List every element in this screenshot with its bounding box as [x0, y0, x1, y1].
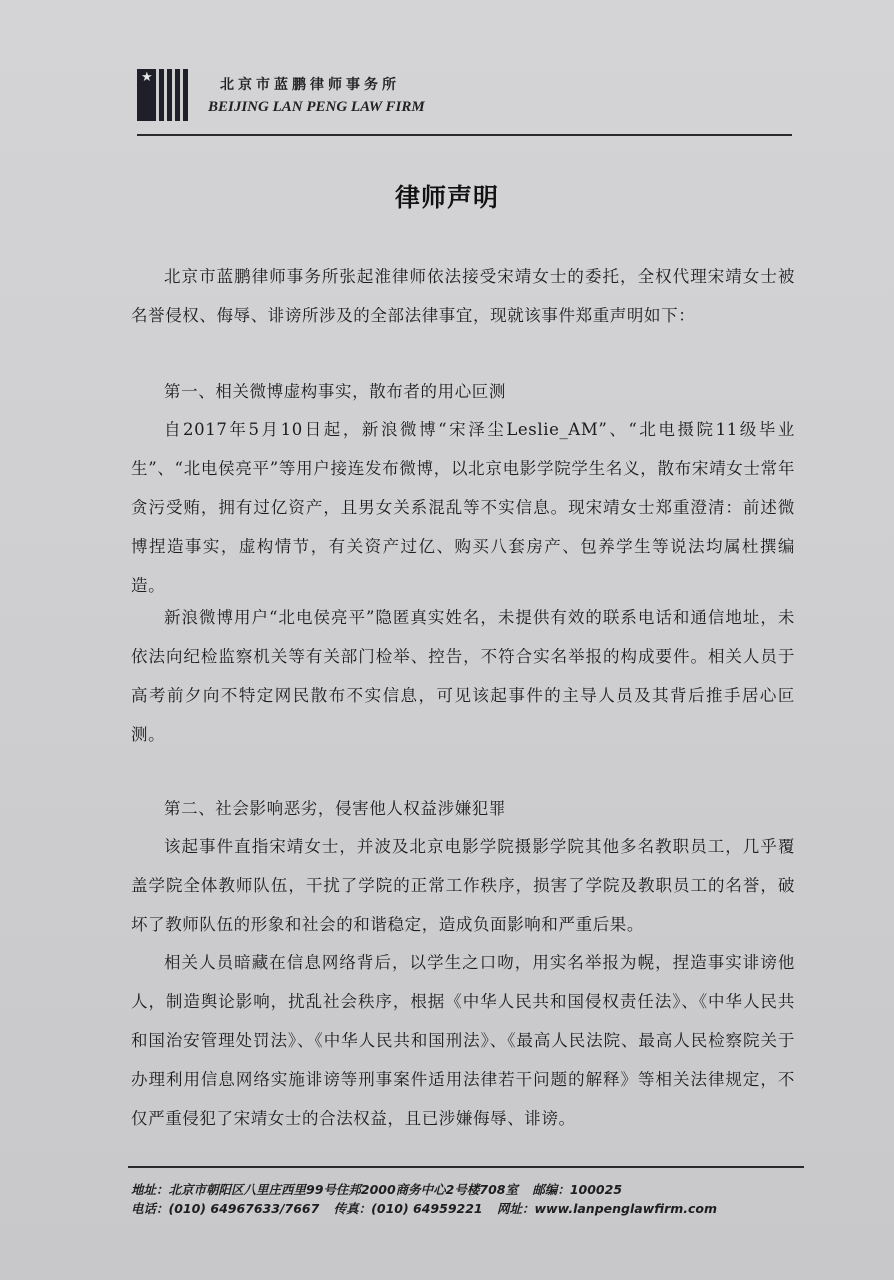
logo-stripe: [180, 69, 183, 121]
footer-postcode: 邮编：100025: [532, 1182, 623, 1197]
firm-name-chinese: 北京市蓝鹏律师事务所: [220, 77, 400, 93]
section1-paragraph: 自2017年5月10日起，新浪微博“宋泽尘Leslie_AM”、“北电摄院11级毕业生”、“北电侯亮平”等用户接连发布微博，以北京电影学院学生名义，散布宋靖女士常年贪污受贿，拥有过亿资产，且男女关系混乱等不实信息。现宋靖女士郑重澄清：前述微博捏造事实，虚构情节，有关资产过亿、购买八套房产、包养学生等说法均属杜撰编造。: [131, 420, 795, 595]
section1-paragraph: 新浪微博用户“北电侯亮平”隐匿真实姓名，未提供有效的联系电话和通信地址，未依法向纪检监察机关等有关部门检举、控告，不符合实名举报的构成要件。相关人员于高考前夕向不特定网民散布不实信息，可见该起事件的主导人员及其背后推手居心叵测。: [131, 608, 795, 744]
footer-divider: [128, 1166, 804, 1168]
logo-stripe: [164, 69, 167, 121]
footer-contact-line: [131, 1199, 717, 1217]
star-icon: ★: [141, 70, 153, 85]
logo-stripe: [156, 69, 159, 121]
document-title: 律师声明: [394, 183, 499, 212]
footer-website[interactable]: 网址：www.lanpenglawfirm.com: [496, 1201, 718, 1216]
section2-paragraph: 该起事件直指宋靖女士，并波及北京电影学院摄影学院其他多名教职员工，几乎覆盖学院全体教师队伍，干扰了学院的正常工作秩序，损害了学院及教职员工的名誉，破坏了教师队伍的形象和社会的和谐稳定，造成负面影响和严重后果。: [131, 837, 795, 934]
footer-address: 地址：北京市朝阳区八里庄西里99号住邦2000商务中心2号楼708室: [131, 1182, 518, 1197]
footer-phone: 电话：(010) 64967633/7667: [131, 1201, 320, 1216]
logo-stripe: [172, 69, 175, 121]
section2-heading: 第二、社会影响恶劣，侵害他人权益涉嫌犯罪: [164, 799, 506, 818]
intro-paragraph: 北京市蓝鹏律师事务所张起淮律师依法接受宋靖女士的委托，全权代理宋靖女士被名誉侵权、侮辱、诽谤所涉及的全部法律事宜，现就该事件郑重声明如下：: [131, 267, 795, 325]
header-divider: [137, 134, 792, 136]
section2-paragraph: 相关人员暗藏在信息网络背后，以学生之口吻，用实名举报为幌，捏造事实诽谤他人，制造舆论影响，扰乱社会秩序，根据《中华人民共和国侵权责任法》、《中华人民共和国治安管理处罚法》、《中华人民共和国刑法》、《最高人民法院、最高人民检察院关于办理利用信息网络实施诽谤等刑事案件适用法律若干问题的解释》等相关法律规定，不仅严重侵犯了宋靖女士的合法权益，且已涉嫌侮辱、诽谤。: [131, 953, 795, 1128]
firm-name-english: BEIJING LAN PENG LAW FIRM: [208, 99, 425, 115]
footer-fax: 传真：(010) 64959221: [333, 1201, 483, 1216]
footer-address-line: [131, 1180, 622, 1198]
firm-logo-icon: [137, 69, 188, 121]
section1-heading: 第一、相关微博虚构事实，散布者的用心叵测: [164, 382, 506, 401]
